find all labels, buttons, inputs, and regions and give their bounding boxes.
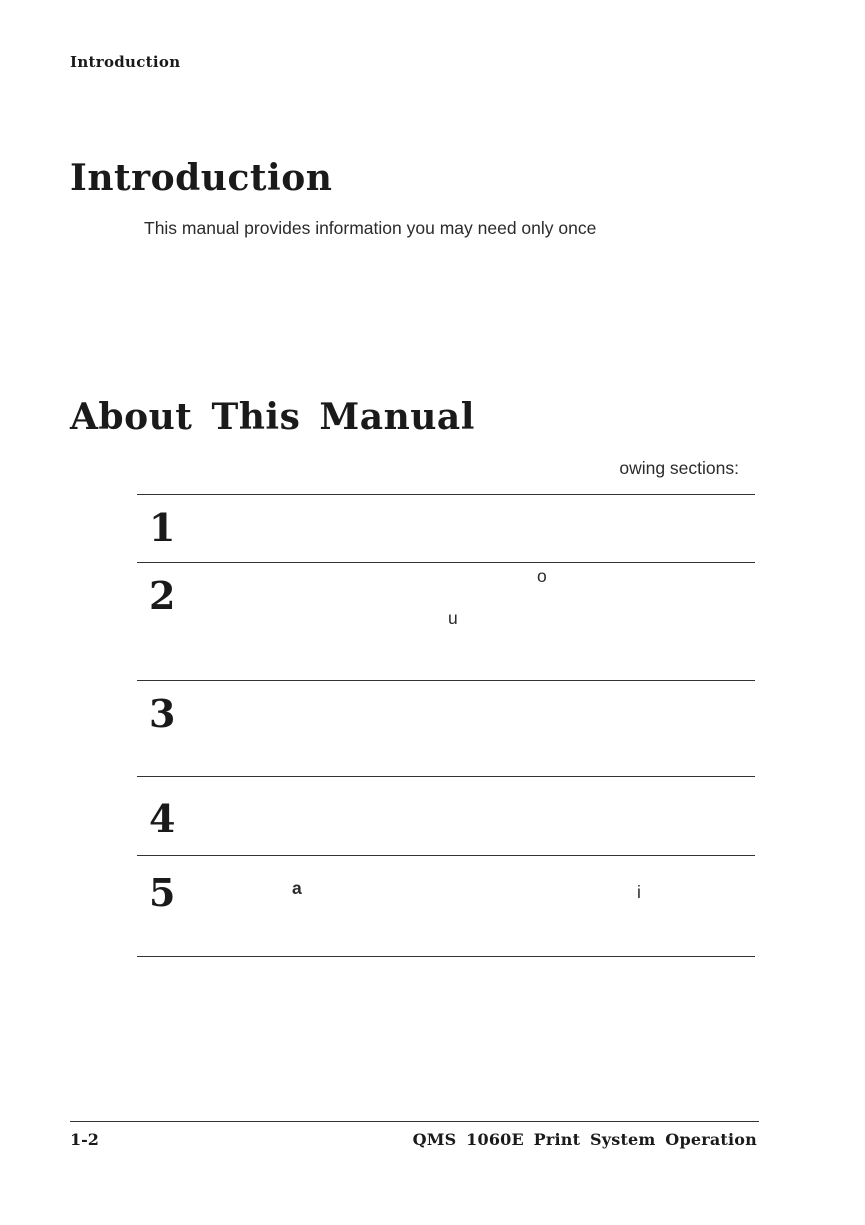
section-number: 4 [149, 796, 176, 841]
section-number: 2 [149, 573, 176, 618]
about-this-manual-heading: About This Manual [70, 396, 475, 438]
section-row-4 [137, 777, 755, 856]
page-number: 1-2 [70, 1130, 99, 1149]
about-paragraph-fragment: owing sections: [619, 458, 739, 478]
manual-title: QMS 1060E Print System Operation [412, 1130, 757, 1149]
footer-rule [70, 1121, 759, 1122]
section-text-fragment: o [537, 566, 547, 586]
sections-table [137, 494, 755, 957]
section-row-2 [137, 563, 755, 681]
running-header: Introduction [70, 53, 181, 71]
section-number: 1 [149, 505, 176, 550]
introduction-heading: Introduction [70, 157, 333, 199]
section-text-fragment: i [637, 882, 641, 902]
section-row-1 [137, 495, 755, 563]
section-text-fragment: u [448, 608, 458, 628]
introduction-paragraph: This manual provides information you may need only once [144, 218, 597, 238]
section-row-3 [137, 681, 755, 777]
section-number: 3 [149, 691, 176, 736]
section-row-5 [137, 856, 755, 957]
section-number: 5 [149, 870, 176, 915]
section-text-fragment: a [292, 878, 302, 898]
